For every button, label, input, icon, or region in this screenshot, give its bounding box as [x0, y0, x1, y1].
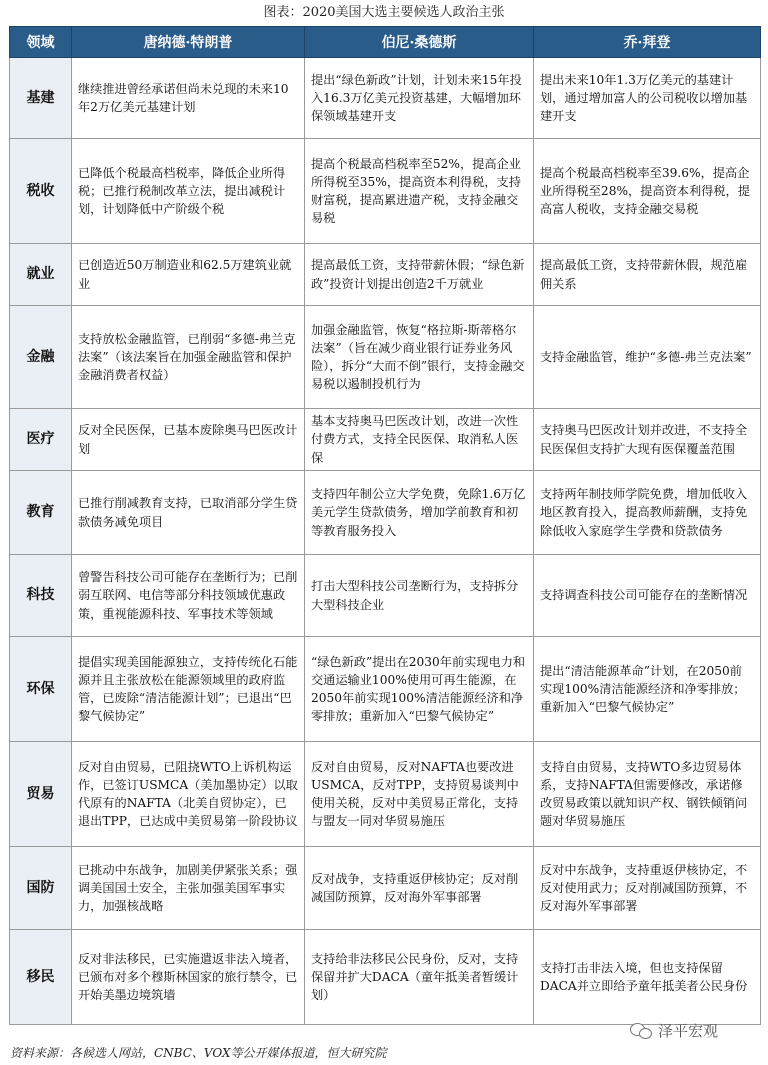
cell-sanders: 反对战争，支持重返伊核协定；反对削减国防预算，反对海外军事部署: [305, 847, 534, 930]
row-field: 医疗: [10, 409, 72, 471]
row-field: 国防: [10, 847, 72, 930]
row-field: 金融: [10, 306, 72, 409]
cell-trump: 反对全民医保，已基本废除奥马巴医改计划: [72, 409, 305, 471]
cell-sanders: 支持四年制公立大学免费，免除1.6万亿美元学生贷款债务，增加学前教育和初等教育服务投入: [305, 471, 534, 555]
cell-biden: 提出“清洁能源革命”计划，在2050前实现100%清洁能源经济和净零排放；重新加入“巴黎气候协定”: [534, 637, 761, 742]
header-sanders: 伯尼·桑德斯: [305, 27, 534, 58]
cell-sanders: 加强金融监管，恢复“格拉斯-斯蒂格尔法案”（旨在减少商业银行证券业务风险），拆分“大而不倒”银行，支持金融交易税以遏制投机行为: [305, 306, 534, 409]
row-field: 就业: [10, 244, 72, 306]
table-row: [10, 471, 761, 555]
cell-trump: 继续推进曾经承诺但尚未兑现的未来10年2万亿美元基建计划: [72, 58, 305, 139]
cell-trump: 曾警告科技公司可能存在垄断行为；已削弱互联网、电信等部分科技领域优惠政策，重视能源科技、军事技术等领域: [72, 555, 305, 637]
cell-trump: 反对非法移民，已实施遣返非法入境者，已颁布对多个穆斯林国家的旅行禁令，已开始美墨边境筑墙: [72, 930, 305, 1025]
table-row: [10, 58, 761, 139]
header-field: 领域: [10, 27, 72, 58]
cell-trump: 已创造近50万制造业和62.5万建筑业就业: [72, 244, 305, 306]
policy-comparison-table: [9, 26, 761, 1025]
cell-biden: 支持金融监管，维护“多德-弗兰克法案”: [534, 306, 761, 409]
cell-biden: 支持自由贸易，支持WTO多边贸易体系，支持NAFTA但需要修改，承诺修改贸易政策以就知识产权、钢铁倾销问题对华贸易施压: [534, 742, 761, 847]
cell-sanders: 基本支持奥马巴医改计划，改进一次性付费方式，支持全民医保、取消私人医保: [305, 409, 534, 471]
cell-biden: 反对中东战争，支持重返伊核协定，不反对使用武力；反对削减国防预算，不反对海外军事部署: [534, 847, 761, 930]
table-header-row: [10, 27, 761, 58]
table-row: [10, 637, 761, 742]
cell-trump: 已推行削减教育支持，已取消部分学生贷款债务减免项目: [72, 471, 305, 555]
table-row: [10, 306, 761, 409]
header-biden: 乔·拜登: [534, 27, 761, 58]
cell-biden: 支持奥马巴医改计划并改进，不支持全民医保但支持扩大现有医保覆盖范围: [534, 409, 761, 471]
cell-biden: 支持调查科技公司可能存在的垄断情况: [534, 555, 761, 637]
cell-biden: 提出未来10年1.3万亿美元的基建计划，通过增加富人的公司税收以增加基建开支: [534, 58, 761, 139]
cell-sanders: 打击大型科技公司垄断行为，支持拆分大型科技企业: [305, 555, 534, 637]
cell-sanders: 提出“绿色新政”计划，计划未来15年投入16.3万亿美元投资基建，大幅增加环保领域基建开支: [305, 58, 534, 139]
cell-sanders: 支持给非法移民公民身份，反对，支持保留并扩大DACA（童年抵美者暂缓计划）: [305, 930, 534, 1025]
cell-sanders: 反对自由贸易，反对NAFTA也要改进USMCA，反对TPP，支持贸易谈判中使用关税，反对中美贸易正常化，支持与盟友一同对华贸易施压: [305, 742, 534, 847]
table-row: [10, 930, 761, 1025]
row-field: 环保: [10, 637, 72, 742]
table-title: 图表：2020美国大选主要候选人政治主张: [263, 5, 505, 20]
table-row: [10, 139, 761, 244]
row-field: 教育: [10, 471, 72, 555]
table-row: [10, 742, 761, 847]
row-field: 移民: [10, 930, 72, 1025]
table-row: [10, 244, 761, 306]
cell-trump: 反对自由贸易，已阻挠WTO上诉机构运作，已签订USMCA（美加墨协定）以取代原有的NAFTA（北美自贸协定），已退出TPP，已达成中美贸易第一阶段协议: [72, 742, 305, 847]
watermark: [630, 1020, 718, 1041]
source-note: 资料来源：各候选人网站，CNBC、VOX等公开媒体报道，恒大研究院: [10, 1046, 387, 1060]
cell-trump: 已降低个税最高档税率，降低企业所得税；已推行税制改革立法，提出减税计划，计划降低中产阶级个税: [72, 139, 305, 244]
cell-trump: 提倡实现美国能源独立，支持传统化石能源并且主张放松在能源领域里的政府监管，已废除“清洁能源计划”；已退出“巴黎气候协定”: [72, 637, 305, 742]
cell-biden: 提高个税最高档税率至39.6%，提高企业所得税至28%，提高资本利得税，提高富人税收，支持金融交易税: [534, 139, 761, 244]
row-field: 科技: [10, 555, 72, 637]
cell-biden: 提高最低工资，支持带薪休假，规范雇佣关系: [534, 244, 761, 306]
cell-biden: 支持打击非法入境，但也支持保留DACA并立即给予童年抵美者公民身份: [534, 930, 761, 1025]
table-row: [10, 847, 761, 930]
cell-biden: 支持两年制技师学院免费，增加低收入地区教育投入，提高教师薪酬，支持免除低收入家庭学生学费和贷款债务: [534, 471, 761, 555]
row-field: 基建: [10, 58, 72, 139]
table-row: [10, 409, 761, 471]
header-trump: 唐纳德·特朗普: [72, 27, 305, 58]
cell-sanders: 提高最低工资，支持带薪休假；“绿色新政”投资计划提出创造2千万就业: [305, 244, 534, 306]
cell-trump: 支持放松金融监管，已削弱“多德-弗兰克法案”（该法案旨在加强金融监管和保护金融消费者权益）: [72, 306, 305, 409]
cell-sanders: “绿色新政”提出在2030年前实现电力和交通运输业100%使用可再生能源，在2050年前实现100%清洁能源经济和净零排放；重新加入“巴黎气候协定”: [305, 637, 534, 742]
wechat-icon: [630, 1023, 652, 1039]
row-field: 贸易: [10, 742, 72, 847]
cell-trump: 已挑动中东战争，加剧美伊紧张关系；强调美国国土安全，主张加强美国军事实力，加强核战略: [72, 847, 305, 930]
watermark-text: 泽平宏观: [658, 1022, 719, 1040]
cell-sanders: 提高个税最高档税率至52%，提高企业所得税至35%，提高资本利得税，支持财富税，提高累进遗产税，支持金融交易税: [305, 139, 534, 244]
table-row: [10, 555, 761, 637]
row-field: 税收: [10, 139, 72, 244]
